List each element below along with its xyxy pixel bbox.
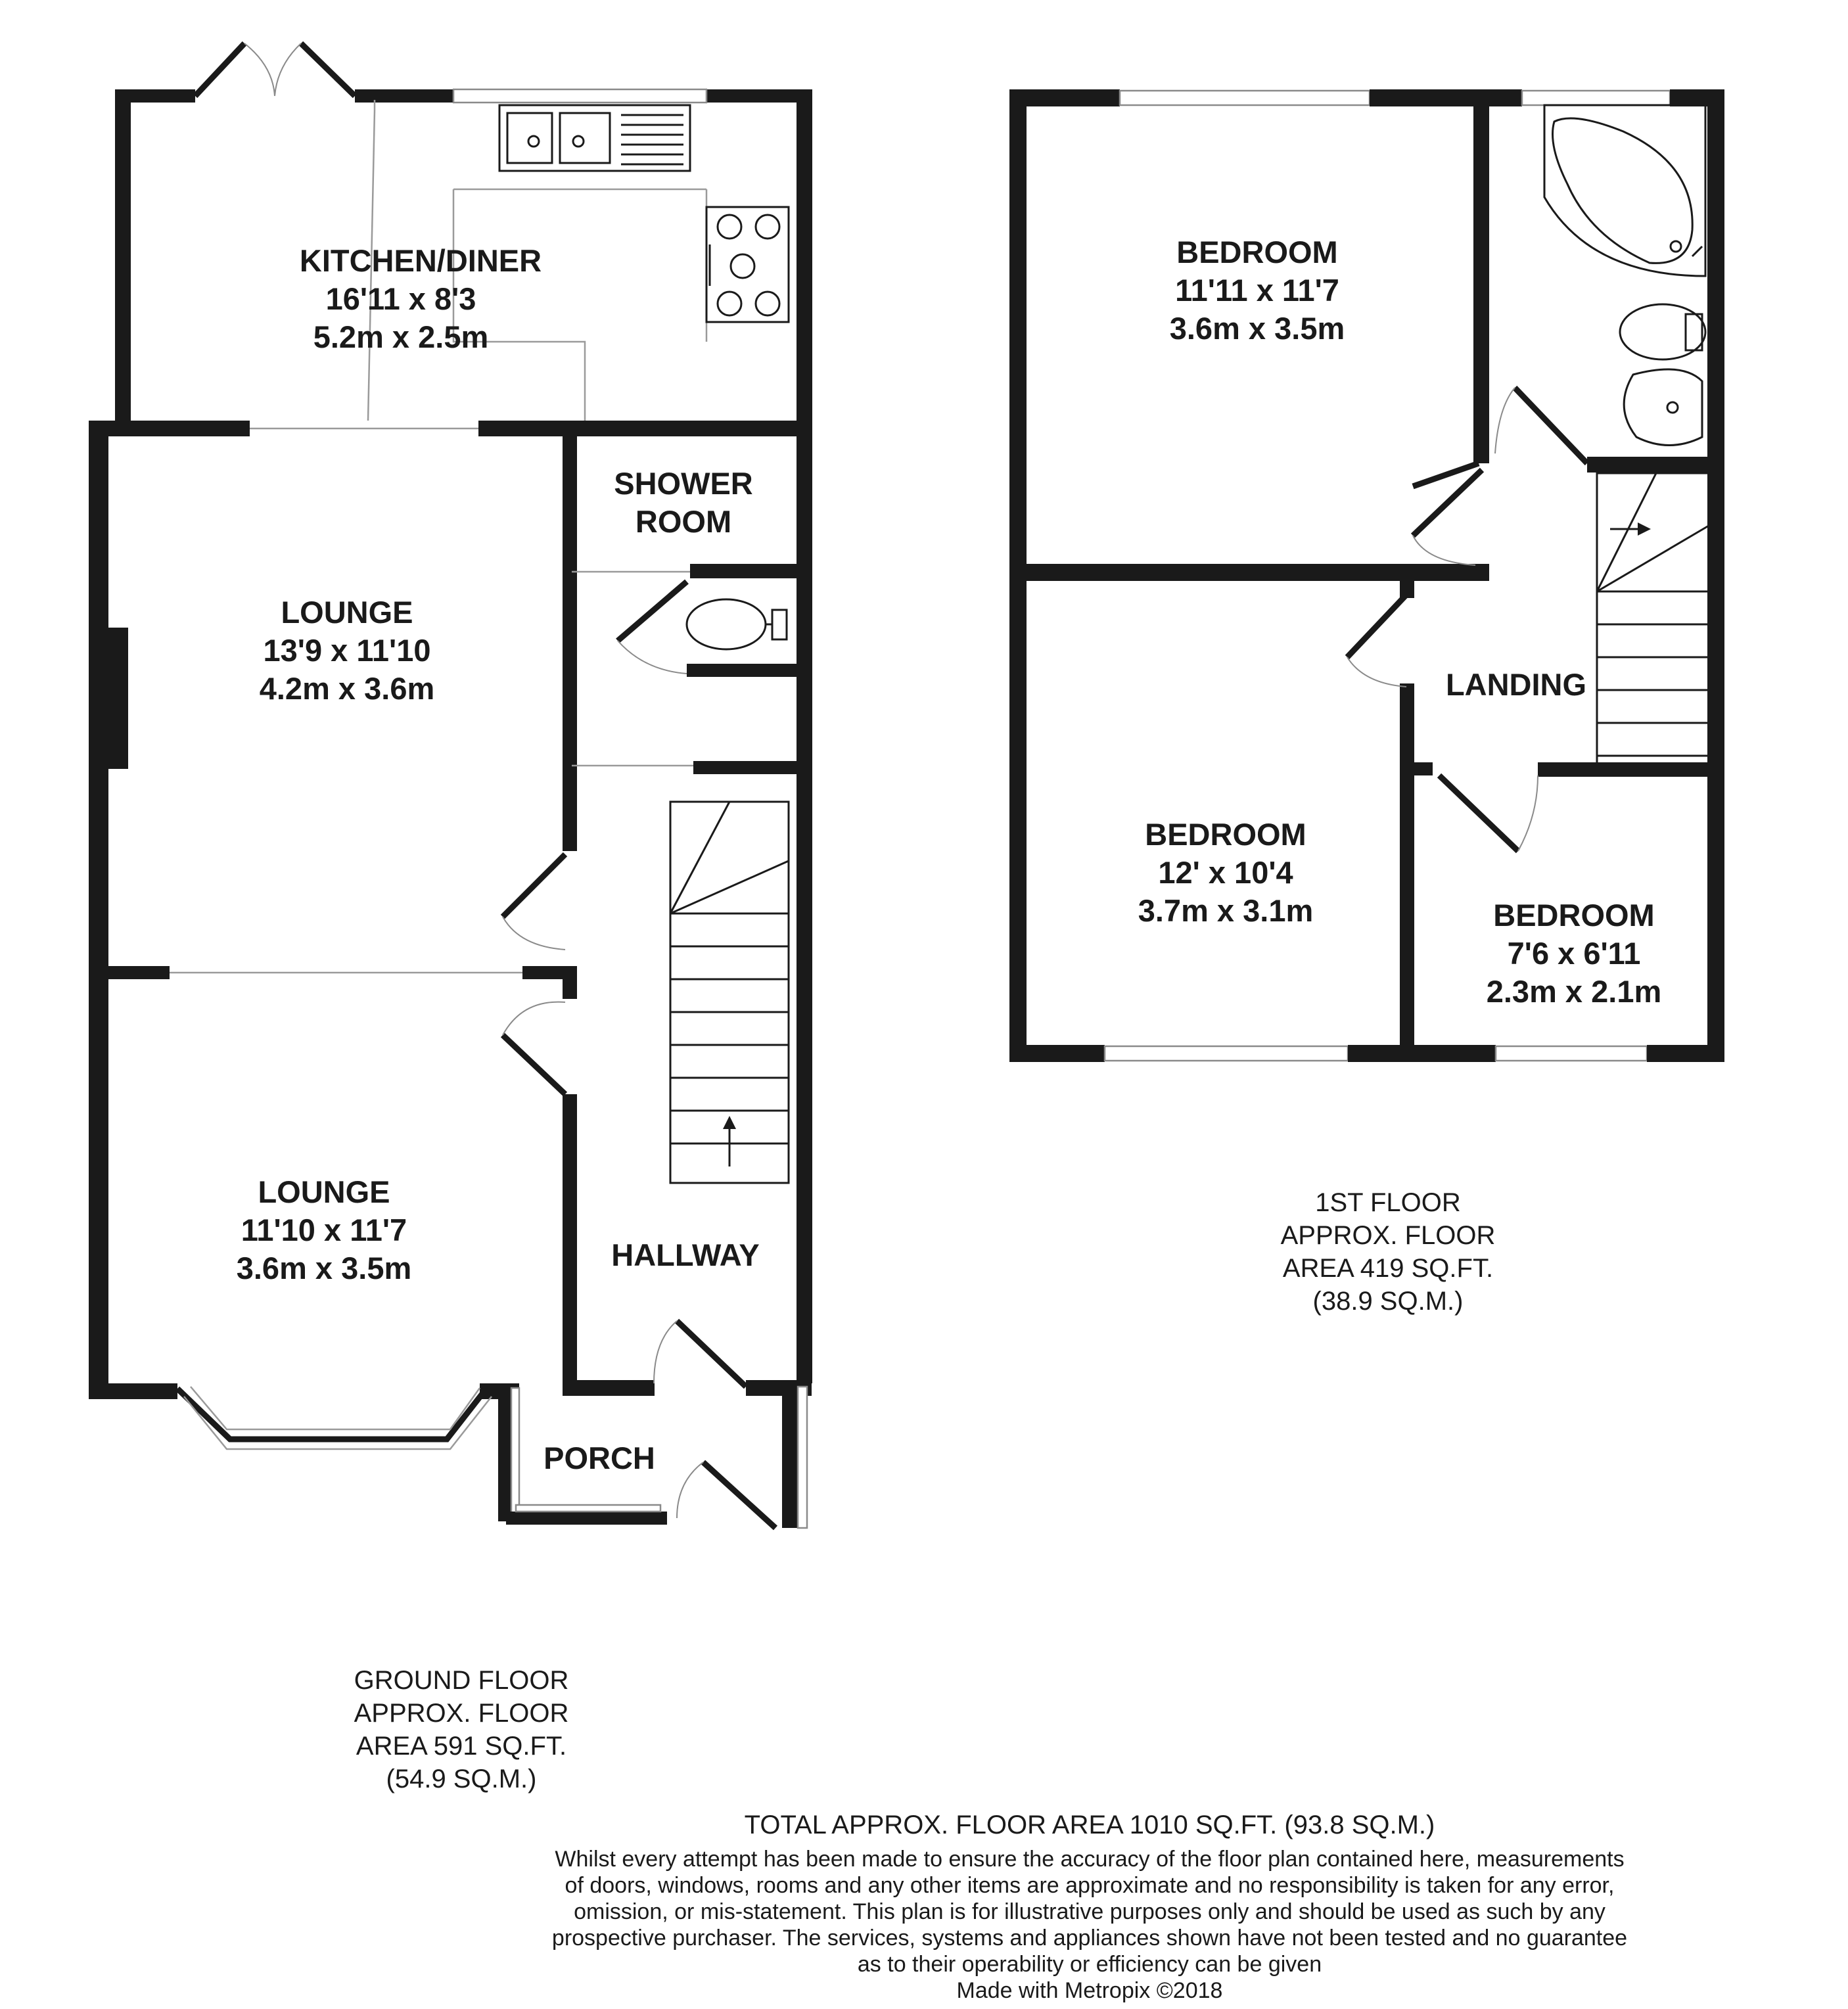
disclaimer-line-1: Whilst every attempt has been made to ensure the accuracy of the floor plan contained here, measurements xyxy=(555,1847,1625,1872)
hob-icon xyxy=(706,207,789,322)
disclaimer-line-4: prospective purchaser. The services, systems and appliances shown have not been tested and no guarantee xyxy=(551,1926,1628,1951)
door-swing-icon xyxy=(618,582,687,674)
bedroom3-door xyxy=(1439,775,1538,851)
first-floor-line1: 1ST FLOOR xyxy=(1315,1188,1461,1217)
lounge-upper-metric: 4.2m x 3.6m xyxy=(259,671,435,706)
bedroom3-window xyxy=(1496,1046,1647,1061)
door-swing-icon xyxy=(1495,388,1587,463)
toilet-icon xyxy=(1620,304,1705,359)
bathroom-window xyxy=(1522,91,1670,105)
ground-floor-line3: AREA 591 SQ.FT. xyxy=(356,1732,567,1761)
ground-floor-line4: (54.9 SQ.M.) xyxy=(386,1765,537,1793)
bedroom-window xyxy=(1120,91,1370,105)
french-doors-icon xyxy=(195,43,355,96)
lounge-door-upper xyxy=(503,854,565,950)
basin-icon xyxy=(1624,369,1702,446)
ground-floor-line1: GROUND FLOOR xyxy=(354,1666,569,1695)
landing-name: LANDING xyxy=(1445,667,1587,702)
lounge-lower-metric: 3.6m x 3.5m xyxy=(236,1251,412,1285)
bedroom2-window xyxy=(1105,1046,1348,1061)
bed1-name: BEDROOM xyxy=(1176,235,1338,269)
footer xyxy=(552,1811,1627,2003)
stairs-icon xyxy=(670,802,789,1183)
first-floor-line3: AREA 419 SQ.FT. xyxy=(1282,1254,1494,1283)
bay-window xyxy=(177,1387,492,1449)
ground-floor-line2: APPROX. FLOOR xyxy=(354,1699,569,1728)
lounge-lower-imperial: 11'10 x 11'7 xyxy=(241,1212,407,1247)
bed1-imperial: 11'11 x 11'7 xyxy=(1175,273,1339,308)
kitchen-metric: 5.2m x 2.5m xyxy=(313,319,489,354)
bed3-metric: 2.3m x 2.1m xyxy=(1486,974,1662,1009)
kitchen-imperial: 16'11 x 8'3 xyxy=(325,281,476,316)
first-floor-line2: APPROX. FLOOR xyxy=(1280,1221,1496,1250)
bath-icon xyxy=(1544,105,1705,276)
lounge-upper-imperial: 13'9 x 11'10 xyxy=(263,633,431,668)
porch-walls xyxy=(498,1321,807,1528)
shower-label-2: ROOM xyxy=(635,504,732,539)
bed2-imperial: 12' x 10'4 xyxy=(1158,855,1293,890)
lounge-lower-name: LOUNGE xyxy=(258,1174,390,1209)
toilet-icon xyxy=(687,599,787,649)
first-floor-line4: (38.9 SQ.M.) xyxy=(1312,1287,1464,1316)
bedroom2-door xyxy=(1347,595,1406,687)
bed2-metric: 3.7m x 3.1m xyxy=(1138,893,1314,928)
disclaimer-line-5: as to their operability or efficiency can be given xyxy=(857,1952,1322,1977)
bed3-name: BEDROOM xyxy=(1493,898,1655,933)
lounge-upper-name: LOUNGE xyxy=(281,595,413,630)
total-area: TOTAL APPROX. FLOOR AREA 1010 SQ.FT. (93.8 SQ.M.) xyxy=(744,1811,1435,1839)
disclaimer-line-2: of doors, windows, rooms and any other items are approximate and no responsibility is taken for any error, xyxy=(565,1873,1615,1898)
first-floor-area xyxy=(1281,1188,1496,1316)
lounge-door-lower xyxy=(503,1002,565,1094)
sink-icon xyxy=(499,105,690,171)
stairs-icon xyxy=(1597,473,1709,769)
bed3-imperial: 7'6 x 6'11 xyxy=(1507,936,1641,971)
kitchen-window xyxy=(453,89,706,103)
disclaimer-line-3: omission, or mis-statement. This plan is for illustrative purposes only and should be used as such by any xyxy=(574,1899,1605,1924)
shower-label-1: SHOWER xyxy=(614,466,753,501)
kitchen-name: KITCHEN/DINER xyxy=(299,243,542,278)
bedroom1-door xyxy=(1413,463,1482,565)
bed1-metric: 3.6m x 3.5m xyxy=(1169,311,1345,346)
hallway-name: HALLWAY xyxy=(611,1237,760,1272)
porch-name: PORCH xyxy=(543,1441,655,1475)
ground-floor-area xyxy=(354,1666,569,1793)
credit: Made with Metropix ©2018 xyxy=(956,1978,1223,2003)
bed2-name: BEDROOM xyxy=(1145,817,1306,852)
